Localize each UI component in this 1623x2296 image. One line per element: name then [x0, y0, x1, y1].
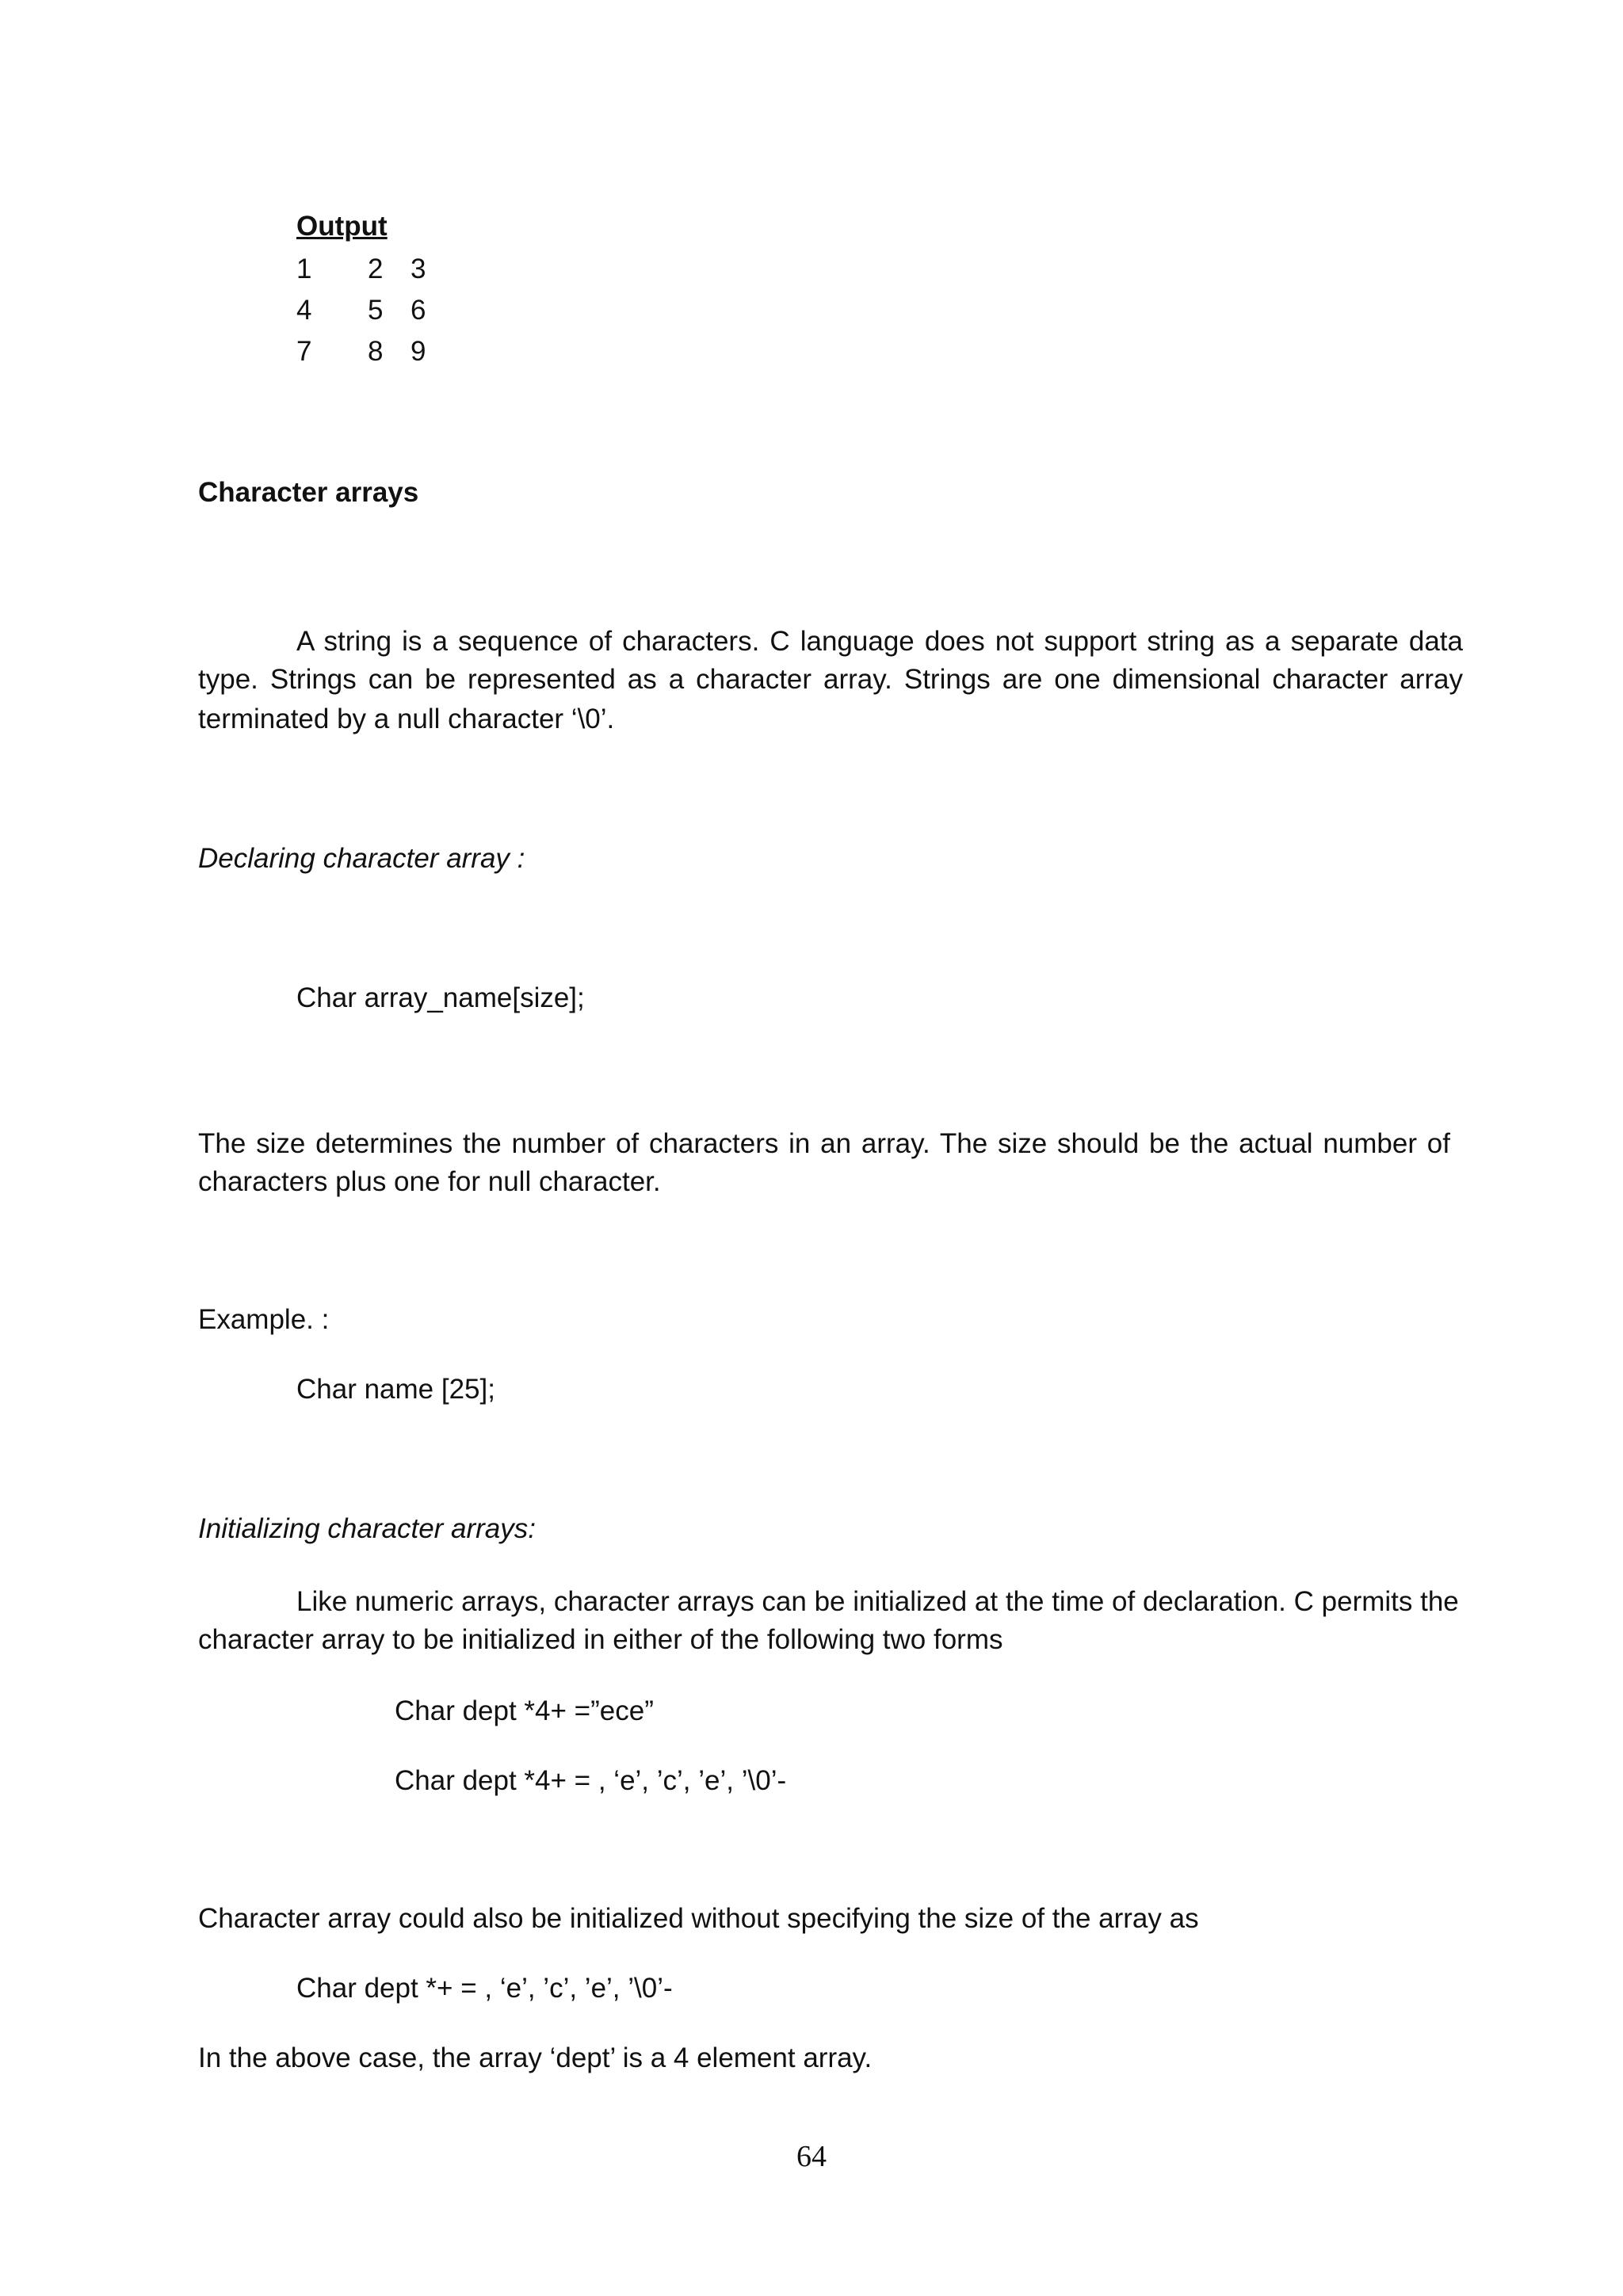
size-line-2: characters plus one for null character.	[198, 1166, 661, 1197]
init-line-1: Like numeric arrays, character arrays can be initialized at the time of declaration. C permits the	[296, 1586, 1459, 1617]
intro-line-3: terminated by a null character ‘\0’.	[198, 704, 615, 734]
output-cell: 6	[411, 295, 426, 326]
section-heading: Character arrays	[198, 477, 419, 508]
closing-text: In the above case, the array ‘dept’ is a 4 element array.	[198, 2042, 873, 2073]
output-cell: 7	[296, 336, 312, 367]
init-form-2: Char dept *4+ = , ‘e’, ’c’, ’e’, ’\0’-	[395, 1765, 787, 1796]
output-cell: 8	[368, 336, 384, 367]
declaration-syntax: Char array_name[size];	[296, 982, 585, 1013]
output-cell: 1	[296, 254, 312, 284]
output-cell: 9	[411, 336, 426, 367]
output-cell: 5	[368, 295, 384, 326]
unsized-text: Character array could also be initialized without specifying the size of the array as	[198, 1903, 1199, 1934]
example-label: Example. :	[198, 1304, 330, 1335]
unsized-code: Char dept *+ = , ‘e’, ’c’, ’e’, ’\0’-	[296, 1973, 673, 2004]
output-cell: 4	[296, 295, 312, 326]
intro-line-2: type. Strings can be represented as a character array. Strings are one dimensional character array	[198, 664, 1463, 695]
page-number: 64	[796, 2140, 827, 2173]
intro-line-1: A string is a sequence of characters. C language does not support string as a separate data	[296, 626, 1463, 657]
size-line-1: The size determines the number of characters in an array. The size should be the actual number of	[198, 1128, 1450, 1159]
initializing-heading: Initializing character arrays:	[198, 1513, 536, 1544]
output-cell: 2	[368, 254, 384, 284]
declaring-heading: Declaring character array :	[198, 843, 525, 874]
example-code: Char name [25];	[296, 1374, 495, 1405]
output-cell: 3	[411, 254, 426, 284]
init-form-1: Char dept *4+ =”ece”	[395, 1695, 654, 1726]
init-line-2: character array to be initialized in either of the following two forms	[198, 1624, 1003, 1655]
output-heading: Output	[296, 211, 388, 242]
